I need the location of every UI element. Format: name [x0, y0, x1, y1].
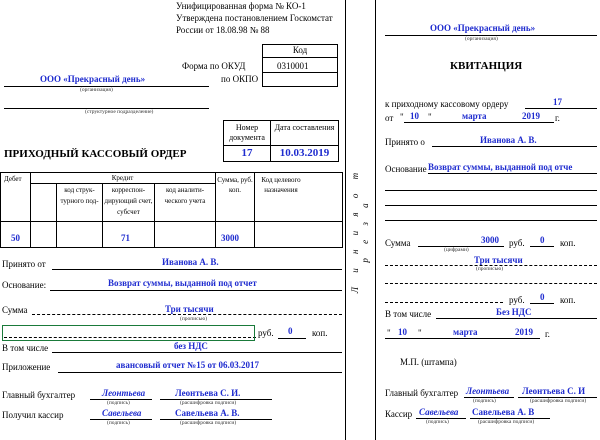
receipt-number: 17 [553, 97, 562, 107]
kop-label: коп. [312, 328, 328, 338]
receipt-month-2: марта [453, 327, 478, 337]
received-value: Иванова А. В. [162, 257, 219, 267]
receipt-month: марта [462, 111, 487, 121]
doc-date: 10.03.2019 [279, 147, 330, 159]
date-header: Дата составления [274, 123, 335, 132]
receipt-day: 10 [410, 111, 419, 121]
form-line-2: Утверждена постановлением Госкомстат [176, 13, 333, 23]
year-suffix-2: г. [545, 329, 550, 339]
year-suffix: г. [555, 113, 560, 123]
basis-value: Возврат суммы, выданной под отчет [108, 278, 257, 288]
col-analytic: код аналити-ческого учета [164, 186, 206, 205]
col-structural: код струк-турного под- [60, 186, 99, 205]
receipt-basis-value: Возврат суммы, выданной под отче [428, 162, 573, 172]
receipt-sum-label: Сумма [385, 238, 411, 248]
receipt-kop: коп. [560, 238, 576, 248]
receipt-title: КВИТАНЦИЯ [450, 60, 523, 72]
receipt-cashier-sign: Савельева [419, 407, 459, 417]
receipt-vat-value: Без НДС [496, 307, 532, 317]
cut-line-label: Л и н и я о т р е з а [350, 166, 370, 294]
code-box [262, 57, 338, 87]
receipt-cashier-name: Савельева А. В [472, 407, 535, 417]
order-title: ПРИХОДНЫЙ КАССОВЫЙ ОРДЕР [4, 148, 187, 160]
receipt-accountant-name-caption: (расшифровка подписи) [530, 398, 587, 404]
receipt-year-2: 2019 [515, 327, 533, 337]
order-table [0, 172, 343, 248]
accountant-name-caption: (расшифровка подписи) [180, 400, 237, 406]
receipt-accountant-label: Главный бухгалтер [385, 388, 459, 398]
basis-label: Основание: [2, 280, 47, 290]
digits-caption: (цифрами) [444, 247, 469, 253]
accountant-signature: Леонтьева [102, 388, 146, 398]
org-caption: (организация) [80, 87, 113, 93]
stamp-label: М.П. (штампа) [400, 357, 457, 367]
cashier-signature: Савельева [102, 408, 142, 418]
receipt-year: 2019 [522, 111, 540, 121]
receipt-org-name: ООО «Прекрасный день» [430, 23, 536, 33]
accountant-sign-caption: (подпись) [107, 400, 130, 406]
doc-number-date [223, 120, 339, 162]
sum-value: 3000 [221, 233, 239, 243]
receipt-day-2: 10 [398, 327, 407, 337]
number-header: Номер документа [229, 123, 265, 142]
vat-label: В том числе [2, 343, 49, 353]
credit-value: 71 [121, 233, 130, 243]
vat-value: без НДС [174, 341, 208, 351]
debit-value: 50 [11, 233, 20, 243]
receipt-accountant-name: Леонтьева С. И [522, 386, 586, 396]
receipt-words: Три тысячи [474, 255, 523, 265]
form-line-3: России от 18.08.98 № 88 [176, 25, 270, 35]
credit-header: Кредит [111, 174, 134, 182]
cashier-name: Савельева А. В. [175, 408, 240, 418]
selected-cell[interactable] [2, 325, 255, 341]
division-caption: (структурное подразделение) [85, 109, 154, 115]
col-account: корреспон-дирующий счет, субсчет [104, 186, 153, 216]
okud-code: 0310001 [277, 61, 309, 71]
cut-border-left [345, 0, 346, 440]
receipt-vat-label: В том числе [385, 309, 432, 319]
rub-label: руб. [258, 328, 274, 338]
receipt-cashier-name-caption: (расшифровка подписи) [478, 419, 535, 425]
receipt-org-caption: (организация) [465, 36, 498, 42]
receipt-sum-value: 3000 [481, 235, 499, 245]
receipt-accountant-sign: Леонтьева [466, 386, 510, 396]
words-caption: (прописью) [180, 316, 208, 322]
order-org-name: ООО «Прекрасный день» [40, 74, 146, 84]
accountant-name: Леонтьева С. И. [175, 388, 241, 398]
cashier-name-caption: (расшифровка подписи) [180, 420, 237, 426]
receipt-cashier-label: Кассир [385, 409, 413, 419]
appendix-label: Приложение [2, 362, 51, 372]
debit-header: Дебет [4, 175, 22, 183]
accountant-label: Главный бухгалтер [2, 390, 76, 400]
sum-label: Сумма [2, 305, 28, 315]
form-line-1: Унифицированная форма № КО-1 [176, 1, 306, 11]
receipt-words-caption: (прописью) [476, 266, 504, 272]
receipt-rub: руб. [509, 238, 525, 248]
received-label: Принято от [2, 259, 46, 269]
kop-value: 0 [288, 326, 293, 336]
okpo-label: по ОКПО [221, 74, 259, 84]
receipt-basis-label: Основание [385, 164, 427, 174]
from-label: от [385, 113, 394, 123]
receipt-kop-2: коп. [560, 295, 576, 305]
sum-words: Три тысячи [165, 304, 214, 314]
receipt-received-value: Иванова А. В. [480, 135, 537, 145]
receipt-received-label: Принято о [385, 137, 425, 147]
sum-header: Сумма, руб. коп. [217, 176, 253, 194]
code-header: Код [262, 44, 338, 58]
to-order-label: к приходному кассовому ордеру [385, 99, 509, 109]
appendix-value: авансовый отчет №15 от 06.03.2017 [116, 360, 260, 370]
okud-label: Форма по ОКУД [182, 61, 246, 71]
receipt-accountant-sign-caption: (подпись) [473, 398, 496, 404]
receipt-kop-value: 0 [540, 235, 545, 245]
cashier-label: Получил кассир [2, 410, 64, 420]
cashier-sign-caption: (подпись) [107, 420, 130, 426]
receipt-rub-2: руб. [509, 295, 525, 305]
receipt-kop-value-2: 0 [540, 292, 545, 302]
target-header: Код целевого назначения [261, 176, 301, 194]
doc-number: 17 [241, 147, 253, 159]
receipt-cashier-sign-caption: (подпись) [426, 419, 449, 425]
cut-border-right [375, 0, 376, 440]
